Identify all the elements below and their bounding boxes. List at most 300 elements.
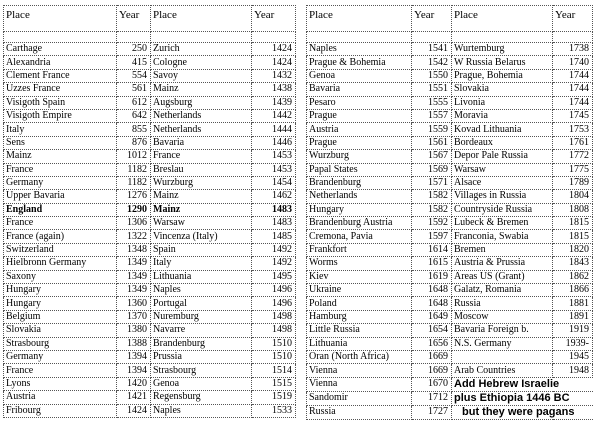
table-row [4,310,296,323]
place-cell: Naples [151,284,252,297]
year-cell: 1815 [553,230,593,243]
place-cell: Moravia [452,109,553,122]
year-cell: 1744 [553,96,593,109]
year-cell: 1727 [412,405,452,419]
place-cell: Slovakia [452,83,553,96]
place-cell: Saxony [4,270,117,283]
year-cell: 1349 [117,284,151,297]
place-cell: Portugal [151,297,252,310]
header-place: Place [307,6,412,32]
place-cell: Prague & Bohemia [307,56,412,69]
place-cell: Wurzburg [151,176,252,189]
place-cell: Vienna [307,364,412,377]
year-cell: 1421 [117,391,151,404]
table-row [4,163,296,176]
year-cell: 1772 [553,150,593,163]
place-cell: Hamburg [307,310,412,323]
header-year: Year [553,6,593,32]
expulsions-table-right [306,5,593,420]
year-cell: 1424 [252,43,296,56]
year-cell: 1349 [117,257,151,270]
place-cell: Ukraine [307,284,412,297]
place-cell: Bavaria [307,83,412,96]
table-row [307,350,593,363]
year-cell: 1483 [252,203,296,216]
year-cell: 1945 [553,350,593,363]
place-cell: Slovakia [4,324,117,337]
year-cell: 1669 [412,350,452,363]
place-cell: France [151,150,252,163]
year-cell: 1515 [252,377,296,390]
table-row [307,136,593,149]
place-cell: Sens [4,136,117,149]
year-cell: 1348 [117,243,151,256]
year-cell: 1432 [252,69,296,82]
year-cell: 1649 [412,310,452,323]
year-cell: 1519 [252,391,296,404]
table-row [4,190,296,203]
table-row [307,284,593,297]
year-cell: 1862 [553,270,593,283]
place-cell: Netherlands [151,123,252,136]
year-cell: 1669 [412,364,452,377]
year-cell: 1492 [252,257,296,270]
place-cell: Naples [151,404,252,417]
year-cell: 1744 [553,83,593,96]
place-cell: Naples [307,43,412,56]
table-row [307,190,593,203]
year-cell: 1462 [252,190,296,203]
year-cell: 1567 [412,150,452,163]
table-row [307,217,593,230]
place-cell: Prague, Bohemia [452,69,553,82]
place-cell: Moscow [452,310,553,323]
year-cell: 1510 [252,337,296,350]
year-cell: 1444 [252,123,296,136]
year-cell: 1498 [252,310,296,323]
place-cell: Fribourg [4,404,117,417]
table-row [307,243,593,256]
place-cell: Lithuania [307,337,412,350]
place-cell: Zurich [151,43,252,56]
place-cell: Kovad Lithuania [452,123,553,136]
place-cell: Clement France [4,69,117,82]
year-cell: 1370 [117,310,151,323]
expulsions-table-left [3,5,296,418]
place-cell: Mainz [4,150,117,163]
place-cell: Netherlands [151,109,252,122]
year-cell: 1555 [412,96,452,109]
table-row [307,203,593,216]
place-cell: Sandomir [307,391,412,405]
table-row [4,150,296,163]
year-cell: 1492 [252,243,296,256]
year-cell: 1597 [412,230,452,243]
place-cell: Visigoth Spain [4,96,117,109]
table-row [4,243,296,256]
year-cell: 1712 [412,391,452,405]
year-cell: 1740 [553,56,593,69]
place-cell: Countryside Russia [452,203,553,216]
year-cell: 1290 [117,203,151,216]
table-row [4,230,296,243]
table-row [307,377,593,391]
place-cell: Lubeck & Bremen [452,217,553,230]
table-row [4,203,296,216]
place-cell: Genoa [307,69,412,82]
place-cell [452,350,553,363]
year-cell: 1551 [412,83,452,96]
place-cell: France [4,217,117,230]
year-cell: 1420 [117,377,151,390]
table-row [4,257,296,270]
place-cell: Cologne [151,56,252,69]
place-cell: Poland [307,297,412,310]
year-cell: 1498 [252,324,296,337]
year-cell: 1745 [553,109,593,122]
place-cell: Switzerland [4,243,117,256]
place-cell: Germany [4,176,117,189]
place-cell: Pesaro [307,96,412,109]
place-cell: Genoa [151,377,252,390]
place-cell: Depor Pale Russia [452,150,553,163]
year-cell: 1891 [553,310,593,323]
table-row [307,69,593,82]
table-row [307,391,593,405]
table-row [4,109,296,122]
place-cell: Visigoth Empire [4,109,117,122]
place-cell: Lyons [4,377,117,390]
table-row [4,123,296,136]
place-cell: Galatz, Romania [452,284,553,297]
year-cell: 1614 [412,243,452,256]
place-cell: N.S. Germany [452,337,553,350]
annotation-note-line: plus Ethiopia 1446 BC [454,391,570,404]
empty-cell [151,32,252,43]
table-row [307,163,593,176]
year-cell: 1454 [252,176,296,189]
table-row [4,391,296,404]
year-cell: 1394 [117,350,151,363]
year-cell: 1380 [117,324,151,337]
header-place: Place [151,6,252,32]
year-cell: 1775 [553,163,593,176]
place-cell: Warsaw [151,217,252,230]
place-cell: Bavaria [151,136,252,149]
year-cell: 1789 [553,176,593,189]
year-cell: 1424 [117,404,151,417]
table-header-row [307,6,593,32]
year-cell: 1753 [553,123,593,136]
header-year: Year [117,6,151,32]
empty-cell [412,32,452,43]
place-cell: Little Russia [307,324,412,337]
empty-cell [117,32,151,43]
table-row [307,337,593,350]
year-cell: 1306 [117,217,151,230]
table-row [4,136,296,149]
year-cell: 1582 [412,203,452,216]
place-cell: Spain [151,243,252,256]
place-cell: Lithuania [151,270,252,283]
place-cell: Mainz [151,190,252,203]
year-cell: 1453 [252,163,296,176]
year-cell: 1550 [412,69,452,82]
place-cell: Netherlands [307,190,412,203]
place-cell: France (again) [4,230,117,243]
year-cell: 554 [117,69,151,82]
table-row [307,43,593,56]
year-cell: 1654 [412,324,452,337]
table-row [307,324,593,337]
year-cell: 1438 [252,83,296,96]
header-year: Year [412,6,452,32]
table-row [307,405,593,419]
table-row [307,150,593,163]
year-cell: 415 [117,56,151,69]
place-cell: Belgium [4,310,117,323]
place-cell: Hungary [307,203,412,216]
place-cell: Brandenburg [151,337,252,350]
table-row [4,43,296,56]
table-header-row [4,6,296,32]
place-cell: Cremona, Pavia [307,230,412,243]
place-cell: Hielbronn Germany [4,257,117,270]
year-cell: 1439 [252,96,296,109]
year-cell: 1542 [412,56,452,69]
empty-cell [252,32,296,43]
place-cell: Livonia [452,96,553,109]
year-cell: 642 [117,109,151,122]
table-row [4,377,296,390]
table-row [4,56,296,69]
place-cell: Nuremburg [151,310,252,323]
header-place: Place [4,6,117,32]
year-cell: 855 [117,123,151,136]
place-cell: Navarre [151,324,252,337]
table-row [307,176,593,189]
place-cell: Bremen [452,243,553,256]
place-cell: Strasbourg [151,364,252,377]
year-cell: 1866 [553,284,593,297]
year-cell: 1919 [553,324,593,337]
table-row [4,337,296,350]
header-year: Year [252,6,296,32]
table-row [4,364,296,377]
place-cell: Austria [307,123,412,136]
place-cell: Wurtemburg [452,43,553,56]
year-cell: 1561 [412,136,452,149]
year-cell: 1485 [252,230,296,243]
year-cell: 1592 [412,217,452,230]
year-cell: 1815 [553,217,593,230]
place-cell: Strasbourg [4,337,117,350]
table-row [4,217,296,230]
table-row [307,96,593,109]
year-cell: 1496 [252,284,296,297]
table-row [4,270,296,283]
place-cell: Franconia, Swabia [452,230,553,243]
place-cell: Areas US (Grant) [452,270,553,283]
year-cell: 1648 [412,284,452,297]
place-cell: Russia [307,405,412,419]
empty-cell [4,32,117,43]
place-cell [452,405,593,419]
place-cell: Augsburg [151,96,252,109]
place-cell: Austria & Prussia [452,257,553,270]
place-cell: Upper Bavaria [4,190,117,203]
place-cell: Uzzes France [4,83,117,96]
place-cell: Frankfort [307,243,412,256]
year-cell: 1648 [412,297,452,310]
place-cell: Bavaria Foreign b. [452,324,553,337]
place-cell: Alsace [452,176,553,189]
table-row [4,350,296,363]
year-cell: 1744 [553,69,593,82]
year-cell: 1948 [553,364,593,377]
table-row [307,270,593,283]
table-row [4,284,296,297]
place-cell: Prague [307,109,412,122]
table-row [307,297,593,310]
year-cell: 1510 [252,350,296,363]
year-cell: 1446 [252,136,296,149]
place-cell [452,391,593,405]
year-cell: 1514 [252,364,296,377]
place-cell: Papal States [307,163,412,176]
table-row [4,83,296,96]
place-cell: Villages in Russia [452,190,553,203]
place-cell: France [4,364,117,377]
place-cell: Warsaw [452,163,553,176]
spacer-row [307,32,593,43]
table-row [307,257,593,270]
place-cell: W Russia Belarus [452,56,553,69]
place-cell: Oran (North Africa) [307,350,412,363]
table-row [4,324,296,337]
year-cell: 1571 [412,176,452,189]
table-row [307,310,593,323]
year-cell: 1738 [553,43,593,56]
year-cell: 1276 [117,190,151,203]
table-row [4,176,296,189]
place-cell: Breslau [151,163,252,176]
year-cell: 1182 [117,176,151,189]
place-cell: Hungary [4,284,117,297]
year-cell: 1808 [553,203,593,216]
year-cell: 561 [117,83,151,96]
place-cell: Mainz [151,203,252,216]
empty-cell [452,32,553,43]
year-cell: 1541 [412,43,452,56]
year-cell: 1483 [252,217,296,230]
place-cell: Carthage [4,43,117,56]
year-cell: 1495 [252,270,296,283]
year-cell: 1582 [412,190,452,203]
place-cell: Hungary [4,297,117,310]
annotation-note-line: Add Hebrew Israelie [454,377,560,390]
year-cell: 1442 [252,109,296,122]
place-cell: Regensburg [151,391,252,404]
year-cell: 1496 [252,297,296,310]
place-cell: Italy [151,257,252,270]
place-cell: Bordeaux [452,136,553,149]
year-cell: 1670 [412,377,452,391]
year-cell: 876 [117,136,151,149]
table-row [4,297,296,310]
table-row [307,109,593,122]
year-cell: 1656 [412,337,452,350]
year-cell: 1939- [553,337,593,350]
spacer-row [4,32,296,43]
year-cell: 1182 [117,163,151,176]
year-cell: 1453 [252,150,296,163]
place-cell: Alexandria [4,56,117,69]
year-cell: 1322 [117,230,151,243]
place-cell: Savoy [151,69,252,82]
table-row [307,56,593,69]
place-cell: Austria [4,391,117,404]
year-cell: 1843 [553,257,593,270]
table-row [307,123,593,136]
place-cell: Russia [452,297,553,310]
place-cell: Prague [307,136,412,149]
place-cell: Worms [307,257,412,270]
year-cell: 1820 [553,243,593,256]
year-cell: 1388 [117,337,151,350]
table-row [4,96,296,109]
place-cell: France [4,163,117,176]
place-cell: Arab Countries [452,364,553,377]
place-cell: Italy [4,123,117,136]
place-cell: Prussia [151,350,252,363]
year-cell: 1881 [553,297,593,310]
annotation-note-line: but they were pagans [462,405,575,418]
year-cell: 1533 [252,404,296,417]
empty-cell [553,32,593,43]
place-cell: Kiev [307,270,412,283]
year-cell: 1424 [252,56,296,69]
year-cell: 1349 [117,270,151,283]
year-cell: 250 [117,43,151,56]
place-cell: Brandenburg [307,176,412,189]
year-cell: 1557 [412,109,452,122]
place-cell: England [4,203,117,216]
place-cell: Mainz [151,83,252,96]
year-cell: 1804 [553,190,593,203]
place-cell: Brandenburg Austria [307,217,412,230]
year-cell: 1360 [117,297,151,310]
year-cell: 612 [117,96,151,109]
place-cell: Germany [4,350,117,363]
header-place: Place [452,6,553,32]
year-cell: 1012 [117,150,151,163]
year-cell: 1569 [412,163,452,176]
place-cell: Wurzburg [307,150,412,163]
year-cell: 1619 [412,270,452,283]
empty-cell [307,32,412,43]
table-row [307,230,593,243]
year-cell: 1394 [117,364,151,377]
place-cell: Vienna [307,377,412,391]
table-row [307,83,593,96]
year-cell: 1615 [412,257,452,270]
table-row [307,364,593,377]
place-cell [452,377,593,391]
year-cell: 1761 [553,136,593,149]
table-row [4,404,296,417]
table-row [4,69,296,82]
